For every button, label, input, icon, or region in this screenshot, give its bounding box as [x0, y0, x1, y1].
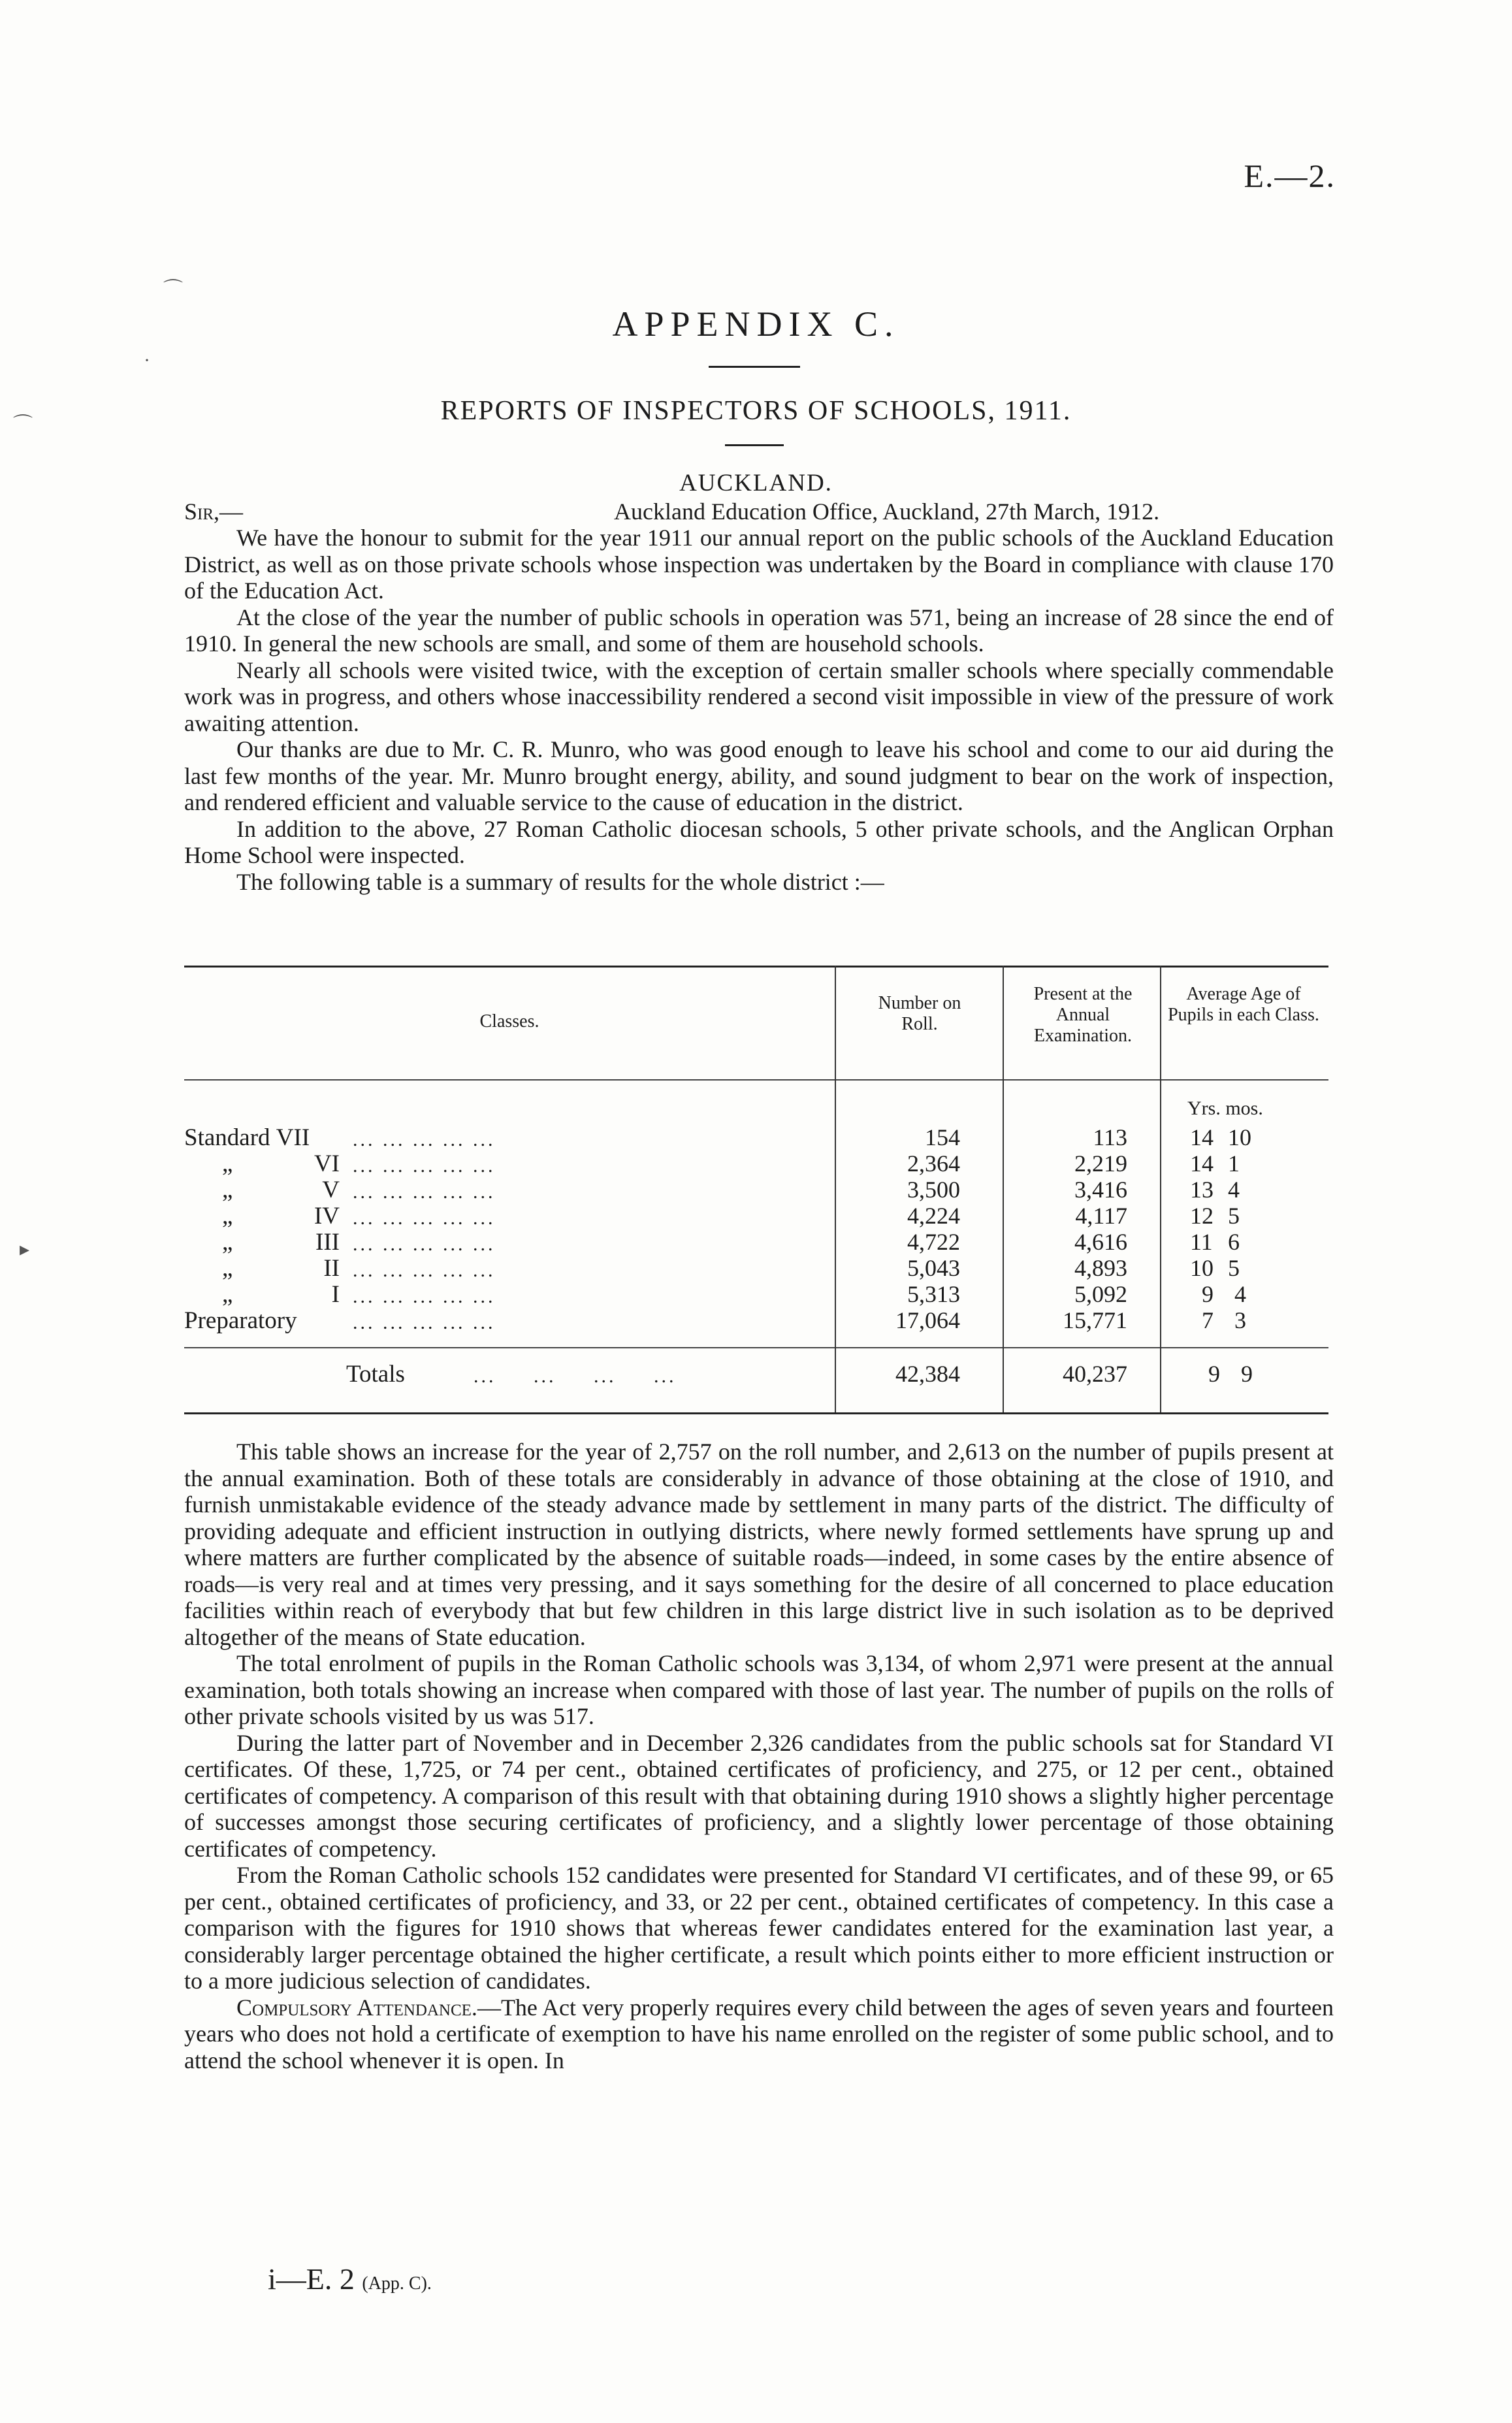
scan-artifact: ⌒ — [13, 414, 33, 436]
present-cell: 15,771 — [1063, 1307, 1127, 1333]
roll-cell: 3,500 — [907, 1177, 960, 1203]
age-mos-cell: 5 — [1228, 1203, 1240, 1229]
header-age: Average Age of Pupils in each Class. — [1168, 984, 1319, 1025]
row-label-iv: „ — [222, 1203, 233, 1229]
present-cell: 3,416 — [1074, 1177, 1127, 1203]
totals-rule — [184, 1347, 1328, 1348]
signature-mark: i—E. 2 (App. C). — [268, 2262, 432, 2296]
paragraph: At the close of the year the number of public schools in operation was 571, being an increase of 28 since the end of 1910. In general the new schools are small, and some of them are household schools. — [184, 604, 1334, 657]
roll-cell: 4,224 — [907, 1203, 960, 1229]
heading-divider — [709, 366, 800, 368]
age-yrs-cell: 9 — [1202, 1281, 1214, 1307]
totals-label: Totals — [346, 1361, 405, 1388]
row-label-iii: „ — [222, 1229, 233, 1256]
salutation: Sir,— — [184, 498, 244, 525]
age-mos-cell: 10 — [1228, 1124, 1251, 1150]
page-reference: E.—2. — [1244, 157, 1336, 194]
age-yrs-cell: 11 — [1190, 1229, 1213, 1255]
paragraph: We have the honour to submit for the year 1911 our annual report on the public schools of the Auckland Education District, as well as on those private schools whose inspection was undertaken by the Board in compliance with clause 170 of the Education Act. — [184, 525, 1334, 604]
leader-dots: ... ... ... ... ... — [353, 1233, 496, 1255]
scan-artifact: ▸ — [20, 1239, 30, 1260]
totals-roll: 42,384 — [895, 1361, 960, 1387]
leader-dots: ... ... ... ... ... — [353, 1181, 496, 1203]
present-cell: 4,616 — [1074, 1229, 1127, 1255]
totals-age-mos: 9 — [1241, 1361, 1253, 1387]
paragraph: Nearly all schools were visited twice, with the exception of certain smaller schools where specially commendable work was in progress, and others whose inaccessibility rendered a second visit impossible in view of the pressure of work awaiting attention. — [184, 657, 1334, 736]
paragraph: The total enrolment of pupils in the Roman Catholic schools was 3,134, of whom 2,971 were present at the annual examination, both totals showing an increase when compared with those of last year. The number of pupils on the rolls of other private schools visited by us was 517. — [184, 1650, 1334, 1729]
age-mos-cell: 5 — [1228, 1255, 1240, 1281]
row-label-vi: „ — [222, 1150, 233, 1177]
totals-present: 40,237 — [1063, 1361, 1127, 1387]
age-mos-cell: 6 — [1228, 1229, 1240, 1255]
roll-cell: 5,043 — [907, 1255, 960, 1281]
age-yrs-cell: 10 — [1190, 1255, 1214, 1281]
section-heading: Compulsory Attendance. — [236, 1994, 477, 2021]
scan-artifact: ⌒ — [163, 279, 183, 301]
totals-age-yrs: 9 — [1208, 1361, 1220, 1387]
header-present: Present at the Annual Examination. — [1033, 984, 1133, 1046]
row-class-v: V — [322, 1177, 340, 1203]
row-class-ii: II — [323, 1255, 340, 1282]
row-class-vi: VI — [314, 1150, 340, 1177]
title-divider — [725, 444, 784, 446]
intro-paragraphs — [184, 525, 1334, 895]
roll-cell: 154 — [925, 1124, 960, 1150]
row-label-i: „ — [222, 1281, 233, 1308]
table-top-rule — [184, 966, 1328, 968]
present-cell: 113 — [1093, 1124, 1127, 1150]
age-yrs-cell: 13 — [1190, 1177, 1214, 1203]
table-bottom-rule — [184, 1412, 1328, 1414]
region-heading: AUCKLAND. — [679, 470, 833, 496]
report-paragraphs — [184, 1439, 1334, 2073]
age-mos-cell: 1 — [1228, 1150, 1240, 1177]
header-classes: Classes. — [479, 1011, 539, 1032]
table-header-rule — [184, 1079, 1328, 1081]
paragraph: From the Roman Catholic schools 152 candidates were presented for Standard VI certificates, and of these 99, or 65 per cent., obtained certificates of proficiency, and 33, or 22 per cent., obtained certificates of competency. In this case a comparison with the figures for 1910 shows that whereas fewer candidates entered for the examination last year, a considerably larger percentage obtained the higher certificate, a result which points either to more efficient instruction or to a more judicious selection of candidates. — [184, 1862, 1334, 1994]
roll-cell: 5,313 — [907, 1281, 960, 1307]
leader-dots: ... ... ... ... ... — [353, 1286, 496, 1307]
scan-artifact: · — [144, 350, 150, 371]
paragraph: This table shows an increase for the year of 2,757 on the roll number, and 2,613 on the number of pupils present at the annual examination. Both of these totals are considerably in advance of those obtaining at the close of 1910, and furnish unmistakable evidence of the steady advance made by settlement in many parts of the district. The difficulty of providing adequate and efficient instruction in outlying districts, where newly formed settlements have sprung up and where matters are further complicated by the absence of suitable roads—indeed, in some cases by the entire absence of roads—is very real and at times very pressing, and it says something for the desire of all concerned to place education facilities within reach of everybody that but few children in this large district live in such isolation as to be deprived altogether of the means of State education. — [184, 1439, 1334, 1650]
row-label-v: „ — [222, 1177, 233, 1203]
row-class-iv: IV — [314, 1203, 340, 1229]
header-roll: Number on Roll. — [878, 993, 961, 1034]
row-label-standard-vii: Standard VII — [184, 1124, 310, 1151]
row-label-preparatory: Preparatory — [184, 1307, 297, 1334]
leader-dots: ... ... ... ... ... — [353, 1155, 496, 1177]
present-cell: 4,117 — [1075, 1203, 1127, 1229]
present-cell: 4,893 — [1074, 1255, 1127, 1281]
paragraph: Our thanks are due to Mr. C. R. Munro, who was good enough to leave his school and come to our aid during the last few months of the year. Mr. Munro brought energy, ability, and sound judgment to bear on the work of inspection, and rendered efficient and valuable service to the cause of education in the district. — [184, 736, 1334, 815]
present-cell: 5,092 — [1074, 1281, 1127, 1307]
roll-cell: 17,064 — [895, 1307, 960, 1333]
section-text: —The Act very properly requires every child between the ages of seven years and fourteen years who does not hold a certificate of exemption to have his name enrolled on the register of some public school, and to attend the school whenever it is open. In — [184, 1994, 1334, 2073]
present-cell: 2,219 — [1074, 1150, 1127, 1177]
leader-dots: ... ... ... ... ... — [353, 1312, 496, 1333]
roll-cell: 4,722 — [907, 1229, 960, 1255]
row-label-ii: „ — [222, 1255, 233, 1282]
leader-dots: ... ... ... ... — [474, 1365, 677, 1387]
row-class-iii: III — [315, 1229, 340, 1256]
leader-dots: ... ... ... ... ... — [353, 1260, 496, 1281]
paragraph: The following table is a summary of results for the whole district :— — [236, 868, 884, 895]
paragraph-compulsory-attendance — [184, 1994, 1334, 2074]
age-mos-cell: 4 — [1228, 1177, 1240, 1203]
column-divider — [1160, 966, 1161, 1412]
page-title: REPORTS OF INSPECTORS OF SCHOOLS, 1911. — [440, 396, 1072, 426]
age-units: Yrs. mos. — [1187, 1098, 1263, 1119]
age-mos-cell: 3 — [1234, 1307, 1246, 1333]
leader-dots: ... ... ... ... ... — [353, 1129, 496, 1150]
age-yrs-cell: 12 — [1190, 1203, 1214, 1229]
age-mos-cell: 4 — [1234, 1281, 1246, 1307]
column-divider — [835, 966, 836, 1412]
age-yrs-cell: 14 — [1190, 1124, 1214, 1150]
age-yrs-cell: 14 — [1190, 1150, 1214, 1177]
appendix-heading: APPENDIX C. — [612, 304, 900, 344]
paragraph: During the latter part of November and in December 2,326 candidates from the public schools sat for Standard VI certificates. Of these, 1,725, or 74 per cent., obtained certificates of proficiency, and 275, or 12 per cent., obtained certificates of competency. A comparison of this result with that obtaining during 1910 shows a slightly higher percentage of successes amongst those securing certificates of proficiency, and a slightly lower percentage of those obtaining certificates of competency. — [184, 1729, 1334, 1862]
paragraph: In addition to the above, 27 Roman Catholic diocesan schools, 5 other private schools, and the Anglican Orphan Home School were inspected. — [184, 815, 1334, 868]
row-class-i: I — [331, 1281, 340, 1308]
leader-dots: ... ... ... ... ... — [353, 1207, 496, 1229]
age-yrs-cell: 7 — [1202, 1307, 1214, 1333]
roll-cell: 2,364 — [907, 1150, 960, 1177]
office-dateline: Auckland Education Office, Auckland, 27th March, 1912. — [614, 498, 1160, 525]
